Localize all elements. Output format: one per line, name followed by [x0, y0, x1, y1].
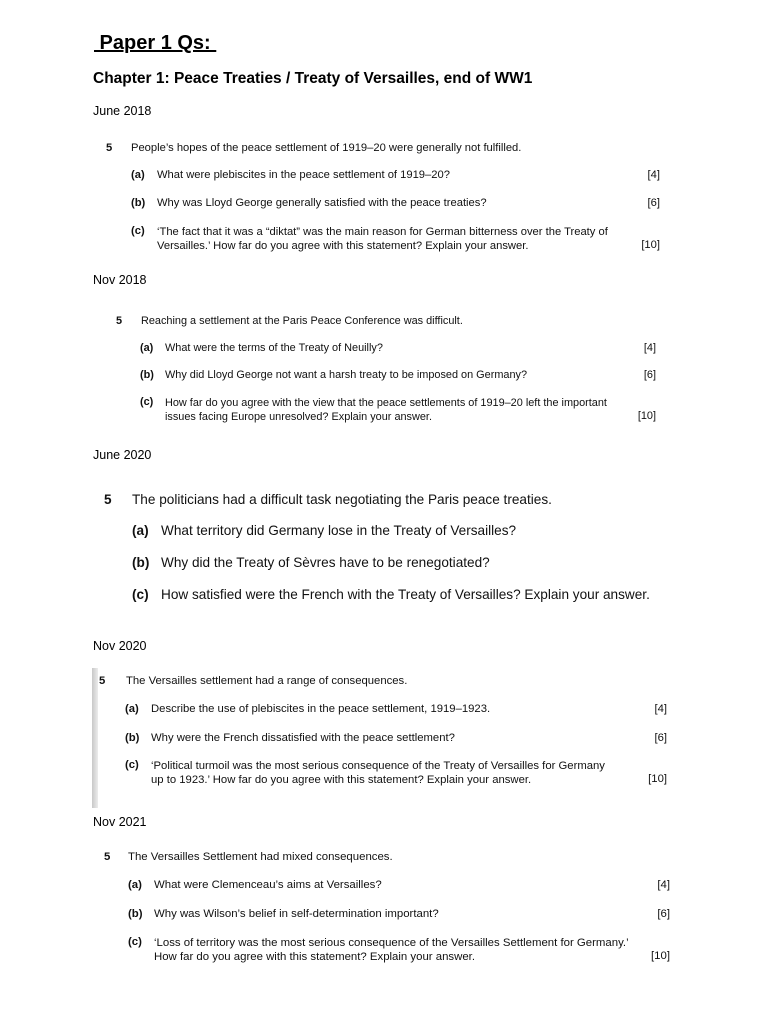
part-text-b	[157, 197, 487, 209]
part-text-line: What were the terms of the Treaty of Neuilly?	[165, 342, 383, 354]
part-marks-a: [4]	[654, 703, 667, 715]
part-text-line: Why did Lloyd George not want a harsh treaty to be imposed on Germany?	[165, 369, 528, 381]
part-text-line: What territory did Germany lose in the Treaty of Versailles?	[161, 523, 517, 538]
question-stem: The Versailles settlement had a range of consequences.	[126, 675, 408, 687]
part-letter-c: (c)	[128, 936, 142, 948]
part-letter-a: (a)	[131, 169, 145, 181]
question-number: 5	[104, 851, 111, 863]
part-text-line: ‘Loss of territory was the most serious consequence of the Versailles Settlement for Germany.’	[154, 937, 629, 949]
part-text-a	[161, 523, 516, 538]
part-marks-c: [10]	[651, 950, 670, 962]
question-stem: The Versailles Settlement had mixed consequences.	[128, 851, 393, 863]
part-text-line: issues facing Europe unresolved? Explain your answer.	[165, 411, 432, 423]
question-number: 5	[116, 315, 123, 327]
session-label-nov-2018: Nov 2018	[93, 273, 147, 287]
part-letter-b: (b)	[140, 369, 154, 381]
part-text-line: up to 1923.’ How far do you agree with this statement? Explain your answer.	[151, 774, 532, 786]
part-marks-b: [6]	[654, 732, 667, 744]
part-letter-b: (b)	[128, 908, 143, 920]
session-label-june-2020: June 2020	[93, 448, 152, 462]
part-text-line: Describe the use of plebiscites in the peace settlement, 1919–1923.	[151, 703, 491, 715]
page-title: Paper 1 Qs:	[94, 32, 217, 54]
part-marks-a: [4]	[657, 879, 670, 891]
part-letter-c: (c)	[125, 759, 139, 771]
part-letter-a: (a)	[125, 703, 139, 715]
part-text-line: What were Clemenceau’s aims at Versailles?	[154, 879, 382, 891]
part-text-line: How satisfied were the French with the Treaty of Versailles? Explain your answer.	[161, 587, 650, 602]
part-text-line: Why was Lloyd George generally satisfied with the peace treaties?	[157, 197, 487, 209]
part-text-a	[165, 342, 383, 354]
part-text-c	[161, 587, 650, 602]
question-number: 5	[106, 142, 113, 154]
question-number: 5	[104, 492, 112, 507]
question-stem: People’s hopes of the peace settlement of 1919–20 were generally not fulfilled.	[131, 142, 522, 154]
part-text-line: Why did the Treaty of Sèvres have to be renegotiated?	[161, 555, 490, 570]
part-letter-c: (c)	[131, 225, 145, 237]
part-text-line: What were plebiscites in the peace settlement of 1919–20?	[157, 169, 450, 181]
part-text-a	[151, 703, 490, 715]
session-label-nov-2021: Nov 2021	[93, 815, 147, 829]
part-text-line: Why was Wilson’s belief in self-determination important?	[154, 908, 439, 920]
part-marks-b: [6]	[647, 197, 660, 209]
part-letter-a: (a)	[140, 342, 154, 354]
part-text-b	[154, 908, 439, 920]
part-text-line: ‘Political turmoil was the most serious consequence of the Treaty of Versailles for Germany	[151, 760, 605, 772]
part-text-c	[165, 396, 607, 424]
part-text-b	[151, 732, 455, 744]
part-letter-b: (b)	[131, 197, 146, 209]
chapter-heading: Chapter 1: Peace Treaties / Treaty of Versailles, end of WW1	[93, 70, 533, 87]
part-marks-c: [10]	[641, 239, 660, 251]
part-text-line: How far do you agree with this statement? Explain your answer.	[154, 951, 476, 963]
part-letter-b: (b)	[125, 732, 140, 744]
part-letter-b: (b)	[132, 555, 150, 570]
part-text-line: Why were the French dissatisfied with the peace settlement?	[151, 732, 455, 744]
part-letter-a: (a)	[132, 523, 149, 538]
part-marks-c: [10]	[648, 773, 667, 785]
part-marks-a: [4]	[643, 342, 656, 354]
session-label-nov-2020: Nov 2020	[93, 639, 147, 653]
part-text-c	[151, 759, 605, 787]
question-number: 5	[99, 675, 106, 687]
part-text-b	[161, 555, 490, 570]
question-stem: Reaching a settlement at the Paris Peace Conference was difficult.	[141, 315, 463, 327]
part-text-a	[154, 879, 382, 891]
part-marks-a: [4]	[647, 169, 660, 181]
part-text-b	[165, 369, 527, 381]
part-text-line: ‘The fact that it was a “diktat” was the main reason for German bitterness over the Treaty of	[157, 226, 608, 238]
question-stem: The politicians had a difficult task negotiating the Paris peace treaties.	[132, 492, 552, 507]
session-label-june-2018: June 2018	[93, 104, 152, 118]
part-text-line: How far do you agree with the view that the peace settlements of 1919–20 left the important	[165, 397, 607, 409]
scan-shade-edge	[92, 668, 98, 808]
part-text-line: Versailles.’ How far do you agree with this statement? Explain your answer.	[157, 240, 529, 252]
part-text-c	[157, 225, 608, 253]
part-letter-c: (c)	[132, 587, 149, 602]
part-marks-b: [6]	[643, 369, 656, 381]
part-marks-c: [10]	[637, 410, 656, 422]
part-marks-b: [6]	[657, 908, 670, 920]
part-text-a	[157, 169, 450, 181]
part-letter-c: (c)	[140, 396, 154, 408]
part-letter-a: (a)	[128, 879, 142, 891]
part-text-c	[154, 936, 629, 964]
